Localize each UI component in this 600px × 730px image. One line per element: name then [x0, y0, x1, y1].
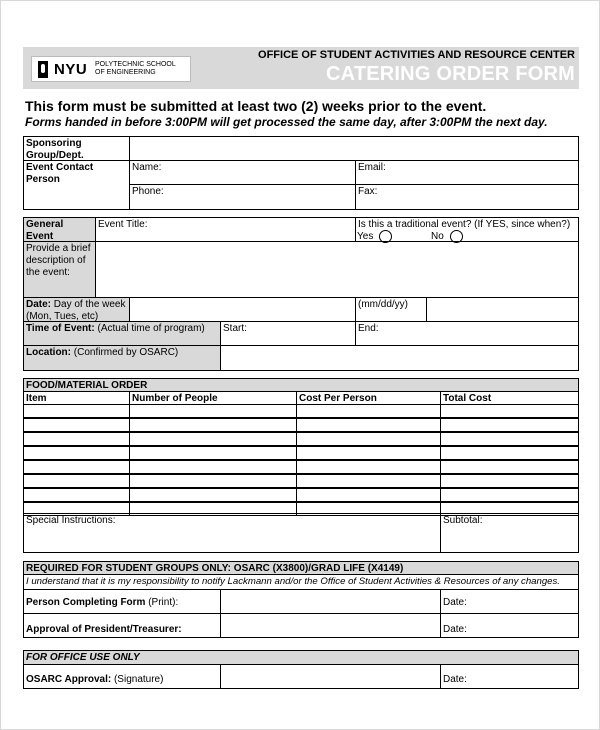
table-cell[interactable]: [296, 446, 441, 460]
president-approval-field[interactable]: [220, 613, 441, 638]
table-cell[interactable]: [296, 474, 441, 488]
table-cell[interactable]: [296, 404, 441, 418]
torch-icon: [38, 61, 48, 78]
event-contact-label: Event Contact Person: [23, 160, 130, 210]
column-header-item: Item: [23, 391, 130, 405]
table-cell[interactable]: [23, 474, 130, 488]
table-cell[interactable]: [23, 404, 130, 418]
table-cell[interactable]: [296, 432, 441, 446]
person-completing-field[interactable]: [220, 589, 441, 614]
processing-notice: Forms handed in before 3:00PM will get processed the same day, after 3:00PM the next day.: [25, 115, 548, 129]
column-header-cost-per-person: Cost Per Person: [296, 391, 441, 405]
sponsoring-group-field[interactable]: [129, 136, 579, 161]
column-header-people: Number of People: [129, 391, 297, 405]
table-cell[interactable]: [129, 404, 297, 418]
general-event-info-label: General Event: [23, 217, 96, 242]
subtotal-field[interactable]: Subtotal:: [440, 513, 579, 553]
table-cell[interactable]: [129, 488, 297, 502]
location-label: Location: (Confirmed by OSARC): [23, 345, 221, 371]
yes-option[interactable]: Yes: [357, 230, 392, 243]
contact-name-field[interactable]: Name:: [129, 160, 356, 185]
table-cell[interactable]: [23, 432, 130, 446]
special-instructions-field[interactable]: Special Instructions:: [23, 513, 441, 553]
event-description-label: Provide a brief description of the event:: [23, 241, 96, 298]
person-date-field[interactable]: Date:: [440, 589, 579, 614]
logo-school-text: POLYTECHNIC SCHOOL OF ENGINEERING: [95, 61, 176, 76]
table-cell[interactable]: [440, 474, 579, 488]
logo-nyu-text: NYU: [54, 61, 88, 78]
table-cell[interactable]: [440, 446, 579, 460]
contact-email-field[interactable]: Email:: [355, 160, 579, 185]
osarc-approval-label: OSARC Approval: (Signature): [23, 664, 221, 689]
table-cell[interactable]: [129, 460, 297, 474]
person-completing-label: Person Completing Form (Print):: [23, 589, 221, 614]
table-cell[interactable]: [129, 446, 297, 460]
contact-fax-field[interactable]: Fax:: [355, 184, 579, 210]
table-cell[interactable]: [129, 418, 297, 432]
osarc-approval-field[interactable]: [220, 664, 441, 689]
no-option[interactable]: No: [431, 230, 463, 243]
header-banner: [23, 47, 579, 89]
table-cell[interactable]: [296, 418, 441, 432]
table-cell[interactable]: [23, 460, 130, 474]
event-date-field[interactable]: [426, 297, 579, 322]
start-time-field[interactable]: Start:: [220, 321, 356, 346]
table-cell[interactable]: [23, 446, 130, 460]
event-day-field[interactable]: [129, 297, 356, 322]
page-title: CATERING ORDER FORM: [326, 63, 575, 85]
event-description-field[interactable]: [95, 241, 579, 298]
table-cell[interactable]: [129, 474, 297, 488]
approval-date-field[interactable]: Date:: [440, 613, 579, 638]
event-date-label: Date: Day of the week (Mon, Tues, etc): [23, 297, 130, 322]
table-cell[interactable]: [440, 418, 579, 432]
location-field[interactable]: [220, 345, 579, 371]
event-title-field[interactable]: Event Title:: [95, 217, 356, 242]
office-name: OFFICE OF STUDENT ACTIVITIES AND RESOURCE CENTER: [258, 49, 575, 61]
column-header-total-cost: Total Cost: [440, 391, 579, 405]
end-time-field[interactable]: End:: [355, 321, 579, 346]
table-cell[interactable]: [440, 460, 579, 474]
traditional-event-field[interactable]: Is this a traditional event? (If YES, since when?): [355, 217, 579, 242]
table-cell[interactable]: [296, 488, 441, 502]
food-order-heading: FOOD/MATERIAL ORDER: [23, 378, 579, 392]
table-cell[interactable]: [296, 460, 441, 474]
office-use-heading: FOR OFFICE USE ONLY: [23, 650, 579, 665]
nyu-logo: [31, 56, 191, 82]
date-format-label: (mm/dd/yy): [355, 297, 427, 322]
student-groups-heading: REQUIRED FOR STUDENT GROUPS ONLY: OSARC (X3800)/GRAD LIFE (X4149): [23, 561, 579, 575]
contact-phone-field[interactable]: Phone:: [129, 184, 356, 210]
table-cell[interactable]: [23, 488, 130, 502]
table-cell[interactable]: [440, 432, 579, 446]
submission-notice: This form must be submitted at least two (2) weeks prior to the event.: [25, 98, 487, 114]
president-approval-label: Approval of President/Treasurer:: [23, 613, 221, 638]
table-cell[interactable]: [440, 488, 579, 502]
table-cell[interactable]: [129, 432, 297, 446]
table-cell[interactable]: [440, 404, 579, 418]
osarc-date-field[interactable]: Date:: [440, 664, 579, 689]
sponsoring-group-label: Sponsoring Group/Dept.: [23, 136, 130, 161]
event-time-label: Time of Event: (Actual time of program): [23, 321, 221, 346]
table-cell[interactable]: [23, 418, 130, 432]
responsibility-statement: I understand that it is my responsibility to notify Lackmann and/or the Office of Student Activities & Resources of any changes.: [23, 574, 579, 590]
